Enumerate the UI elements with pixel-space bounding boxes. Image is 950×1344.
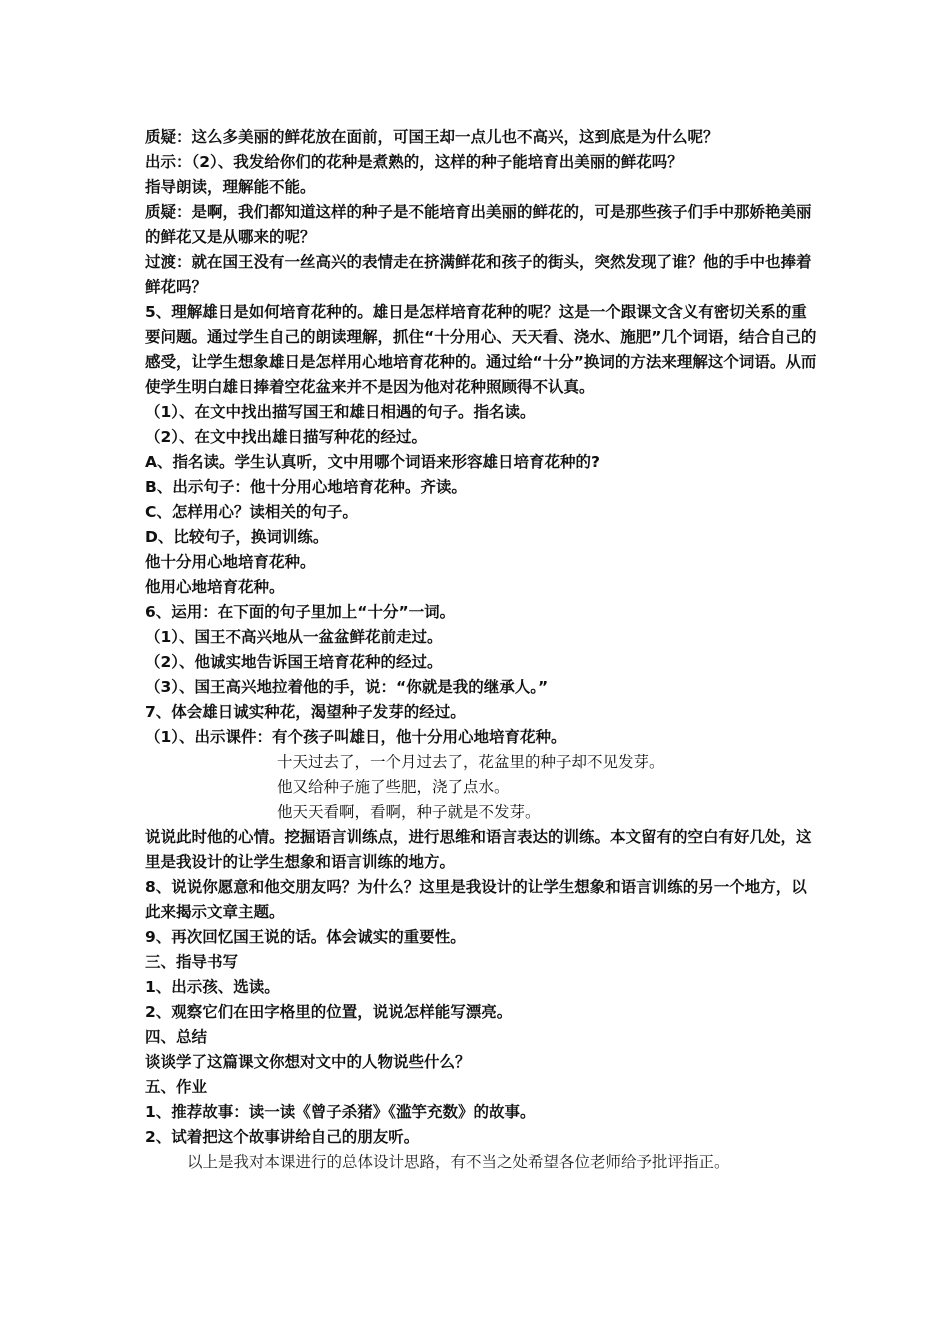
- paragraph: （1）、在文中找出描写国王和雄日相遇的句子。指名读。: [145, 403, 536, 421]
- paragraph: A、指名读。学生认真听，文中用哪个词语来形容雄日培育花种的?: [145, 453, 600, 471]
- paragraph: 谈谈学了这篇课文你想对文中的人物说些什么？: [145, 1053, 471, 1071]
- paragraph: B、出示句子：他十分用心地培育花种。齐读。: [145, 478, 467, 496]
- paragraph: 5、理解雄日是如何培育花种的。雄日是怎样培育花种的呢？这是一个跟课文含义有密切关系的重要问题。通过学生自己的朗读理解，抓住“十分用心、天天看、浇水、施肥”几个词语，结合自己的感受，让学生想象雄日是怎样用心地培育花种的。通过给“十分”换词的方法来理解这个词语。从而使学生明白雄日捧着空花盆来并不是因为他对花种照顾得不认真。: [145, 303, 817, 396]
- paragraph: 1、推荐故事：读一读《曾子杀猪》《滥竽充数》的故事。: [145, 1103, 536, 1121]
- paragraph: 质疑：这么多美丽的鲜花放在面前，可国王却一点儿也不高兴，这到底是为什么呢？: [145, 128, 719, 146]
- paragraph: （2）、他诚实地告诉国王培育花种的经过。: [145, 653, 443, 671]
- paragraph: 出示：（2）、我发给你们的花种是煮熟的，这样的种子能培育出美丽的鲜花吗？: [145, 153, 683, 171]
- paragraph: 2、观察它们在田字格里的位置，说说怎样能写漂亮。: [145, 1003, 513, 1021]
- paragraph: C、怎样用心？读相关的句子。: [145, 503, 358, 521]
- paragraph: 指导朗读，理解能不能。: [145, 178, 316, 196]
- quoted-sentence: 他天天看啊，看啊，种子就是不发芽。: [277, 803, 541, 821]
- section-heading: 三、指导书写: [145, 953, 239, 971]
- section-heading: 四、总结: [145, 1028, 208, 1046]
- paragraph: 说说此时他的心情。挖掘语言训练点，进行思维和语言表达的训练。本文留有的空白有好几处，这里是我设计的让学生想象和语言训练的地方。: [145, 828, 812, 871]
- section-heading: 五、作业: [145, 1078, 208, 1096]
- paragraph: 9、再次回忆国王说的话。体会诚实的重要性。: [145, 928, 466, 946]
- paragraph: （1）、出示课件：有个孩子叫雄日，他十分用心地培育花种。: [145, 728, 567, 746]
- paragraph: （3）、国王高兴地拉着他的手，说：“你就是我的继承人。”: [145, 678, 549, 696]
- paragraph: （1）、国王不高兴地从一盆盆鲜花前走过。: [145, 628, 443, 646]
- paragraph: 1、出示孩、选读。: [145, 978, 280, 996]
- paragraph: 8、说说你愿意和他交朋友吗？为什么？这里是我设计的让学生想象和语言训练的另一个地方，以此来揭示文章主题。: [145, 878, 807, 921]
- paragraph: 2、试着把这个故事讲给自己的朋友听。: [145, 1128, 420, 1146]
- paragraph: 他十分用心地培育花种。: [145, 553, 316, 571]
- quoted-sentence: 他又给种子施了些肥，浇了点水。: [277, 778, 510, 796]
- paragraph: 6、运用：在下面的句子里加上“十分”一词。: [145, 603, 456, 621]
- paragraph: D、比较句子，换词训练。: [145, 528, 329, 546]
- closing-remark: 以上是我对本课进行的总体设计思路，有不当之处希望各位老师给予批评指正。: [187, 1153, 730, 1171]
- paragraph: 过渡：就在国王没有一丝高兴的表情走在挤满鲜花和孩子的街头，突然发现了谁？他的手中也捧着鲜花吗？: [145, 253, 812, 296]
- paragraph: 7、体会雄日诚实种花，渴望种子发芽的经过。: [145, 703, 466, 721]
- paragraph: 他用心地培育花种。: [145, 578, 285, 596]
- paragraph: 质疑：是啊，我们都知道这样的种子是不能培育出美丽的鲜花的，可是那些孩子们手中那娇艳美丽的鲜花又是从哪来的呢？: [145, 203, 812, 246]
- quoted-sentence: 十天过去了，一个月过去了，花盆里的种子却不见发芽。: [277, 753, 665, 771]
- document-body: [145, 125, 820, 1175]
- paragraph: （2）、在文中找出雄日描写种花的经过。: [145, 428, 428, 446]
